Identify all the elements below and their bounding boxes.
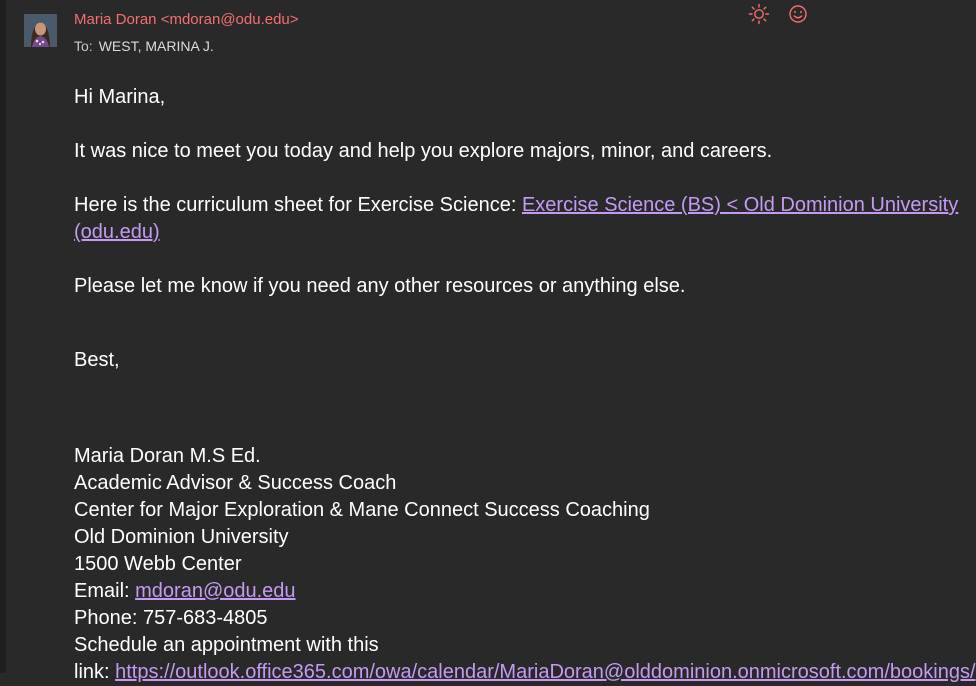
avatar-photo-icon xyxy=(24,14,57,47)
signature-booking-line xyxy=(74,659,974,686)
closing: Best, xyxy=(74,349,120,371)
signature-email-line xyxy=(74,578,974,605)
smiley-icon xyxy=(787,3,809,25)
recipient-line xyxy=(74,38,214,54)
signature-address: 1500 Webb Center xyxy=(74,553,242,575)
email-label: Email: xyxy=(74,580,136,602)
signature-name: Maria Doran M.S Ed. xyxy=(74,445,261,467)
message-body xyxy=(74,84,974,686)
curriculum-link[interactable]: Exercise Science (BS) < Old Dominion University xyxy=(521,194,959,216)
curriculum-text: Here is the curriculum sheet for Exercise Science: xyxy=(74,194,522,216)
body-line-intro: It was nice to meet you today and help you explore majors, minor, and careers. xyxy=(74,140,773,162)
sun-icon xyxy=(748,3,770,25)
signature-schedule: Schedule an appointment with this xyxy=(74,634,379,656)
curriculum-link-continued[interactable]: (odu.edu) xyxy=(74,221,160,243)
recipient-name[interactable]: WEST, MARINA J. xyxy=(98,38,214,54)
body-line-curriculum-cont xyxy=(74,219,974,246)
theme-toggle-button[interactable] xyxy=(747,2,771,26)
booking-link[interactable]: https://outlook.office365.com/owa/calendar/MariaDoran@olddominion.onmicrosoft.com/bookings/ xyxy=(115,661,976,683)
signature-university: Old Dominion University xyxy=(74,526,289,548)
sender-name[interactable]: Maria Doran <mdoran@odu.edu> xyxy=(74,11,299,28)
body-line-resources: Please let me know if you need any other resources or anything else. xyxy=(74,275,686,297)
left-edge-strip xyxy=(0,0,6,673)
signature-title: Academic Advisor & Success Coach xyxy=(74,472,397,494)
to-label: To: xyxy=(74,38,93,54)
body-line-curriculum xyxy=(74,192,974,219)
greeting: Hi Marina, xyxy=(74,86,166,108)
signature-center: Center for Major Exploration & Mane Connect Success Coaching xyxy=(74,499,650,521)
reaction-button[interactable] xyxy=(786,2,810,26)
sender-avatar[interactable] xyxy=(24,14,57,47)
signature-phone: Phone: 757-683-4805 xyxy=(74,607,268,629)
booking-link-label: link: xyxy=(74,661,116,683)
email-link[interactable]: mdoran@odu.edu xyxy=(135,580,296,602)
